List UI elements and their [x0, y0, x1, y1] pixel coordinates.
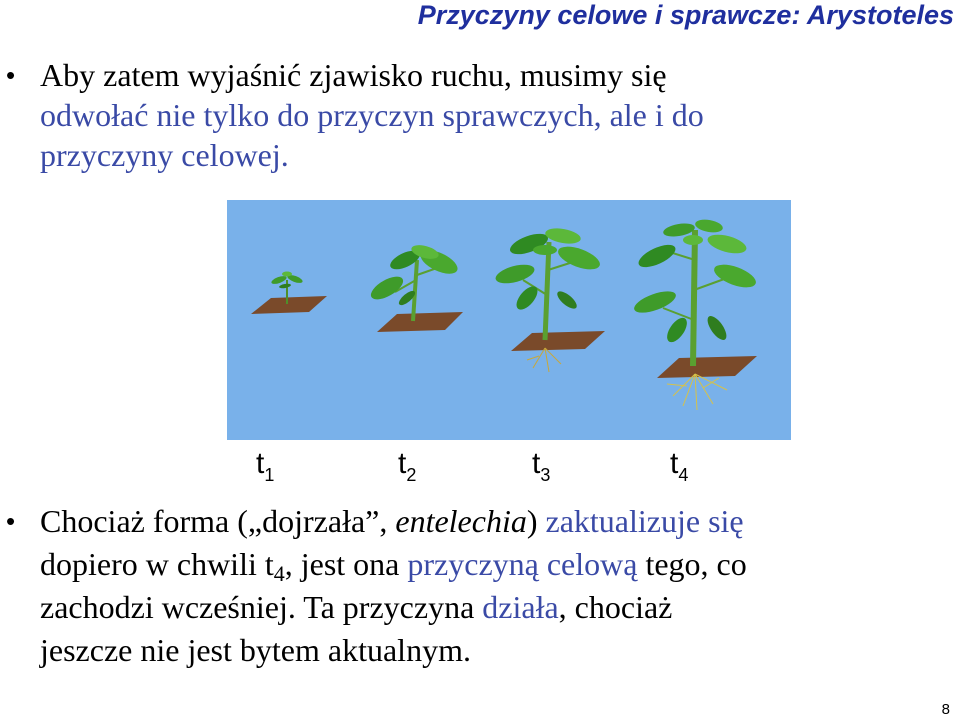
bullet2-line-3: zachodzi wcześniej. Ta przyczyna działa, chociaż	[40, 589, 673, 625]
bullet2-line-1: Chociaż forma („dojrzała”, entelechia) zaktualizuje się	[40, 503, 744, 539]
bullet-marker: •	[6, 506, 16, 536]
plant-stage-3	[494, 226, 605, 372]
term-entelechia: entelechia	[395, 503, 527, 539]
time-labels	[0, 447, 960, 487]
time-label-4: $t_4$	[670, 447, 689, 485]
bullet1-line-2: odwołać nie tylko do przyczyn sprawczych, ale i do	[40, 97, 704, 133]
page-number: 8	[941, 701, 950, 718]
time-label-1: $t_1$	[256, 447, 275, 485]
plant-stage-2	[367, 243, 463, 332]
plant-growth-illustration	[227, 200, 791, 440]
bullet1-line-1: Aby zatem wyjaśnić zjawisko ruchu, musimy się	[40, 57, 667, 93]
slide-title: Przyczyny celowe i sprawcze: Arystoteles	[417, 0, 954, 30]
bullet2-line-4: jeszcze nie jest bytem aktualnym.	[40, 632, 471, 668]
plant-growth-svg	[227, 200, 791, 440]
bullet-marker: •	[6, 60, 16, 90]
bullet-paragraph-2	[0, 500, 960, 672]
time-label-2: $t_2$	[398, 447, 417, 485]
bullet1-line-3: przyczyny celowej.	[40, 137, 289, 173]
bullet2-line-2: dopiero w chwili $t_4$, jest ona przyczyną celową tego, co	[40, 546, 747, 586]
time-label-3: $t_3$	[532, 447, 551, 485]
bullet-paragraph-1	[0, 55, 950, 175]
plant-stage-1	[251, 272, 327, 315]
plant-stage-4	[632, 218, 759, 410]
